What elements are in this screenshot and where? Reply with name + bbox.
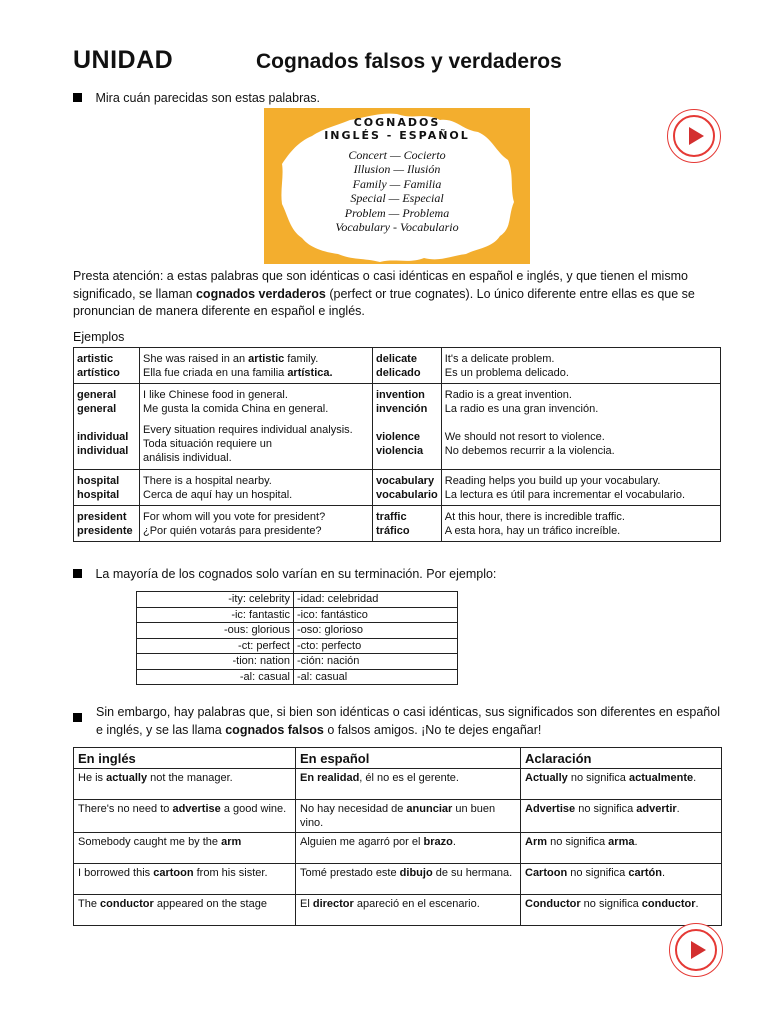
sentence-en: Reading helps you build up your vocabulary.	[444, 474, 661, 487]
table-cell	[74, 420, 140, 470]
sentence-es: ¿Por quién votarás para presidente?	[143, 524, 322, 537]
sentence-en: She was raised in an	[143, 352, 249, 365]
cell-spanish: En realidad, él no es el gerente.	[296, 769, 521, 800]
paragraph-bold: cognados verdaderos	[195, 286, 326, 301]
sentence-en: Every situation requires individual analysis.	[143, 424, 353, 437]
cell-english: Somebody caught me by the arm	[74, 833, 296, 864]
sentence-es: análisis individual.	[143, 452, 232, 465]
play-button-bottom[interactable]	[669, 923, 723, 977]
ending-es: -idad: celebridad	[294, 592, 458, 608]
page-title: Cognados falsos y verdaderos	[256, 50, 562, 73]
table-cell	[373, 420, 442, 470]
sentence-es: La radio es una gran invención.	[444, 402, 599, 415]
play-icon	[691, 941, 706, 959]
word-en: invention	[376, 388, 425, 401]
poster-pair: Vocabulary - Vocabulario	[335, 220, 459, 235]
sentence-bold: artistic	[248, 352, 285, 365]
endings-intro-text: La mayoría de los cognados solo varían en su terminación. Por ejemplo:	[95, 567, 497, 581]
column-header: Aclaración	[521, 748, 722, 769]
paragraph-text: Sin embargo, hay palabras que, si bien son idénticas o casi idénticas, sus significados son diferentes en español e inglés, y se las llama	[96, 705, 720, 737]
table-cell	[140, 506, 373, 542]
sentence-es: Toda situación requiere un	[143, 438, 273, 451]
table-cell	[140, 470, 373, 506]
cognates-poster	[264, 108, 530, 264]
word-en: general	[77, 388, 117, 401]
word-es: individual	[77, 445, 129, 458]
sentence-en: family.	[284, 352, 319, 365]
table-cell	[441, 348, 720, 384]
paragraph-text: (perfect or true cognates). Lo único diferente entre ellas es que se pronuncian de manera diferente en español e inglés.	[73, 286, 695, 318]
cell-english: The conductor appeared on the stage	[74, 895, 296, 926]
table-row	[74, 833, 722, 864]
table-row	[74, 800, 722, 833]
table-row	[74, 384, 721, 420]
ending-es: -al: casual	[294, 669, 458, 685]
table-row	[74, 470, 721, 506]
paragraph-text: Presta atención: a estas palabras que son idénticas o casi idénticas en español e inglés, y que tienen el mismo significado, se llaman	[73, 269, 688, 301]
ending-es: -ico: fantástico	[294, 607, 458, 623]
sentence-en: I like Chinese food in general.	[143, 388, 288, 401]
ending-es: -oso: glorioso	[294, 623, 458, 639]
false-cognates-intro	[96, 704, 721, 739]
table-cell	[441, 420, 720, 470]
cell-spanish: No hay necesidad de anunciar un buen vino.	[296, 800, 521, 833]
table-cell	[373, 506, 442, 542]
cell-note: Cartoon no significa cartón.	[521, 864, 722, 895]
table-row	[137, 654, 458, 670]
word-en: hospital	[77, 474, 120, 487]
table-row	[137, 592, 458, 608]
sentence-es: Me gusta la comida China en general.	[143, 402, 329, 415]
cell-spanish: Alguien me agarró por el brazo.	[296, 833, 521, 864]
table-row	[137, 607, 458, 623]
true-cognates-paragraph	[73, 268, 723, 321]
intro-text: Mira cuán parecidas son estas palabras.	[95, 91, 320, 105]
cell-note: Conductor no significa conductor.	[521, 895, 722, 926]
sentence-bold: artística.	[287, 366, 333, 379]
column-header: En español	[296, 748, 521, 769]
poster-heading-1: COGNADOS	[353, 116, 441, 129]
cell-note: Arm no significa arma.	[521, 833, 722, 864]
sentence-es: La lectura es útil para incrementar el vocabulario.	[444, 488, 686, 501]
cell-english: There's no need to advertise a good wine.	[74, 800, 296, 833]
sentence-es: No debemos recurrir a la violencia.	[444, 445, 615, 458]
cell-english: I borrowed this cartoon from his sister.	[74, 864, 296, 895]
poster-pair: Family — Familia	[352, 176, 442, 191]
examples-table	[73, 347, 721, 542]
table-row	[74, 769, 722, 800]
table-header-row	[74, 748, 722, 769]
poster-pair: Illusion — Ilusión	[353, 162, 441, 177]
poster-pair: Problem — Problema	[344, 205, 450, 220]
table-row	[74, 506, 721, 542]
play-button-top[interactable]	[667, 109, 721, 163]
word-es: violencia	[376, 445, 424, 458]
poster-pairs	[264, 148, 530, 234]
bullet-square-icon	[73, 713, 82, 722]
table-cell	[140, 348, 373, 384]
ending-en: -tion: nation	[137, 654, 294, 670]
table-cell	[373, 348, 442, 384]
table-cell	[74, 506, 140, 542]
word-es: artístico	[77, 366, 120, 379]
sentence-en: We should not resort to violence.	[444, 431, 605, 444]
word-es: vocabulario	[376, 488, 438, 501]
ending-en: -ity: celebrity	[137, 592, 294, 608]
table-row	[74, 420, 721, 470]
ending-en: -ic: fantastic	[137, 607, 294, 623]
poster-heading-2: INGLÉS - ESPAÑOL	[324, 129, 470, 142]
cell-spanish: El director apareció en el escenario.	[296, 895, 521, 926]
word-en: individual	[77, 431, 129, 444]
word-en: violence	[376, 431, 421, 444]
word-es: hospital	[77, 488, 120, 501]
word-en: artistic	[77, 352, 114, 365]
table-row	[137, 623, 458, 639]
sentence-en: Radio is a great invention.	[444, 388, 572, 401]
sentence-es: Es un problema delicado.	[444, 366, 569, 379]
word-es: presidente	[77, 524, 133, 537]
cell-note: Actually no significa actualmente.	[521, 769, 722, 800]
table-cell	[441, 470, 720, 506]
sentence-es: Cerca de aquí hay un hospital.	[143, 488, 293, 501]
word-es: tráfico	[376, 524, 410, 537]
play-icon-ring	[673, 115, 715, 157]
table-row	[137, 669, 458, 685]
poster-pair: Special — Especial	[350, 191, 444, 206]
ending-es: -cto: perfecto	[294, 638, 458, 654]
examples-label: Ejemplos	[73, 330, 125, 344]
ending-en: -ous: glorious	[137, 623, 294, 639]
bullet-square-icon	[73, 93, 82, 102]
bullet-square-icon	[73, 569, 82, 578]
table-cell	[373, 384, 442, 420]
sentence-en: There is a hospital nearby.	[143, 474, 272, 487]
endings-intro-line	[73, 566, 496, 582]
ending-en: -ct: perfect	[137, 638, 294, 654]
sentence-en: It's a delicate problem.	[444, 352, 555, 365]
table-row	[74, 348, 721, 384]
word-en: traffic	[376, 510, 407, 523]
sentence-en: At this hour, there is incredible traffic.	[444, 510, 625, 523]
table-cell	[140, 420, 373, 470]
table-row	[74, 895, 722, 926]
poster-pair: Concert — Cocierto	[348, 148, 446, 162]
ending-es: -ción: nación	[294, 654, 458, 670]
table-cell	[441, 384, 720, 420]
false-cognates-table	[73, 747, 722, 926]
table-cell	[140, 384, 373, 420]
sentence-en: For whom will you vote for president?	[143, 510, 326, 523]
word-es: delicado	[376, 366, 421, 379]
false-intro-bullet	[73, 709, 82, 727]
paragraph-bold: cognados falsos	[225, 722, 324, 737]
table-row	[137, 638, 458, 654]
cell-english: He is actually not the manager.	[74, 769, 296, 800]
word-en: vocabulary	[376, 474, 435, 487]
table-cell	[74, 384, 140, 420]
word-es: general	[77, 402, 117, 415]
intro-line	[73, 90, 320, 106]
cell-spanish: Tomé prestado este dibujo de su hermana.	[296, 864, 521, 895]
table-cell	[373, 470, 442, 506]
unit-label: UNIDAD	[73, 46, 174, 74]
table-cell	[74, 470, 140, 506]
play-icon	[689, 127, 704, 145]
column-header: En inglés	[74, 748, 296, 769]
ending-en: -al: casual	[137, 669, 294, 685]
word-en: delicate	[376, 352, 417, 365]
table-row	[74, 864, 722, 895]
endings-table	[136, 591, 458, 685]
table-cell	[74, 348, 140, 384]
word-en: president	[77, 510, 127, 523]
sentence-es: Ella fue criada en una familia	[143, 366, 288, 379]
play-icon-ring	[675, 929, 717, 971]
paragraph-text: o falsos amigos. ¡No te dejes engañar!	[323, 722, 542, 737]
cell-note: Advertise no significa advertir.	[521, 800, 722, 833]
sentence-es: A esta hora, hay un tráfico increíble.	[444, 524, 621, 537]
word-es: invención	[376, 402, 428, 415]
table-cell	[441, 506, 720, 542]
